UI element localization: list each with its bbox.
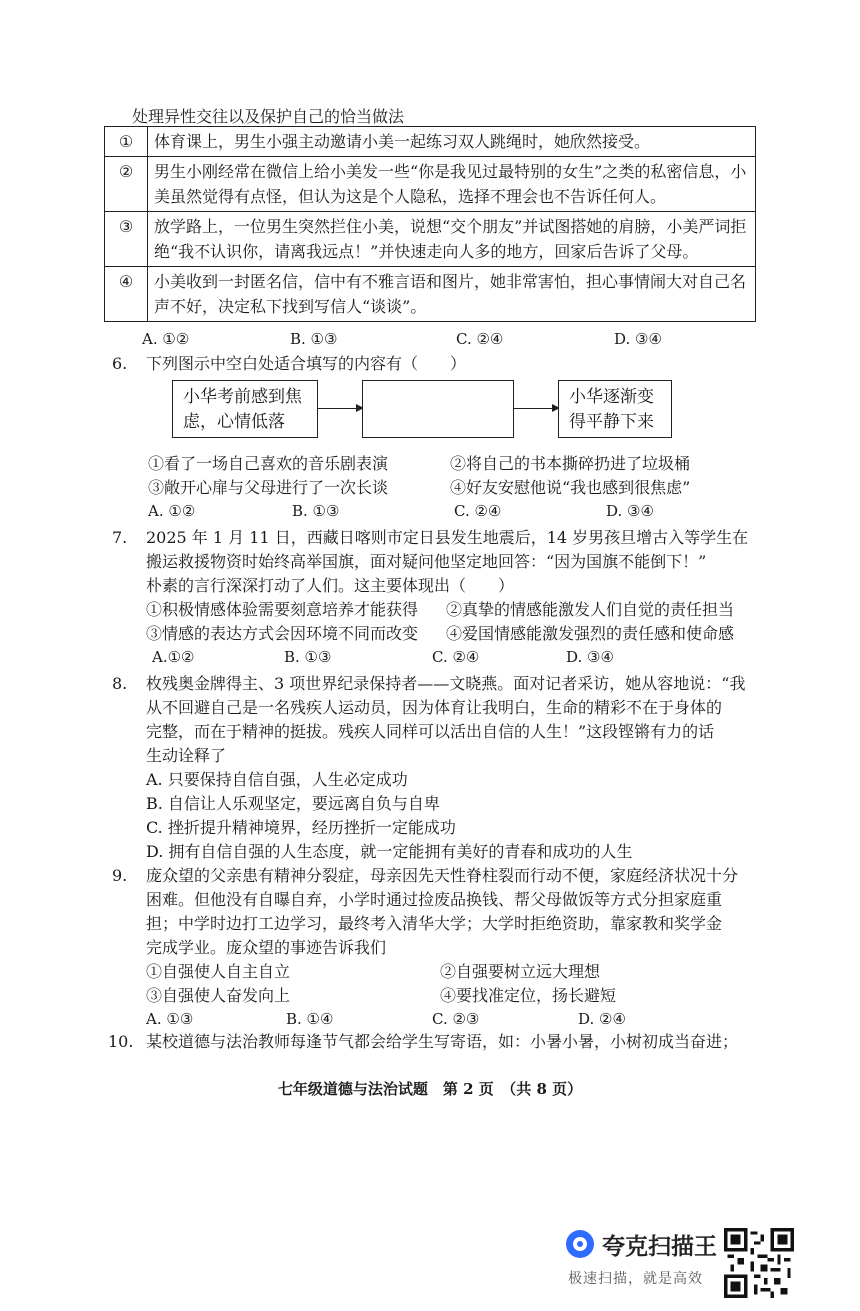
option-b[interactable]: B. ①③: [284, 648, 332, 666]
q5-table-title: 处理异性交往以及保护自己的恰当做法: [132, 107, 405, 126]
q7-item-4: ④爱国情感能激发强烈的责任感和使命感: [446, 624, 735, 643]
q9-options: [146, 1010, 706, 1030]
option-b[interactable]: B. ①③: [292, 502, 340, 520]
q7-options: [152, 648, 672, 668]
row-text: 男生小刚经常在微信上给小美发一些“你是我见过最特别的女生”之类的私密信息，小美虽然觉得有点怪，但认为这是个人隐私，选择不理会也不告诉任何人。: [148, 157, 756, 212]
option-b[interactable]: B. ①④: [286, 1010, 334, 1028]
q7-line-1: 2025 年 1 月 11 日，西藏日喀则市定日县发生地震后，14 岁男孩旦增古入等学生在: [146, 528, 749, 547]
q9-number: 9.: [112, 866, 128, 885]
table-row: [105, 157, 756, 212]
option-a[interactable]: A. 只要保持自信自强，人生必定成功: [146, 770, 408, 789]
q6-item-1: ①看了一场自己喜欢的音乐剧表演: [148, 454, 389, 473]
option-d[interactable]: D. ③④: [614, 330, 662, 348]
option-b[interactable]: B. 自信让人乐观坚定，要远离自负与自卑: [146, 794, 440, 813]
option-d[interactable]: D. ③④: [566, 648, 614, 666]
option-a[interactable]: A. ①②: [148, 502, 196, 520]
row-number: ①: [105, 127, 148, 157]
q7-item-3: ③情感的表达方式会因环境不同而改变: [146, 624, 419, 643]
flow-box-right: 小华逐渐变得平静下来: [558, 380, 672, 438]
option-c[interactable]: C. ②④: [432, 648, 480, 666]
q8-number: 8.: [112, 674, 128, 693]
q9-line-4: 完成学业。庞众望的事迹告诉我们: [146, 938, 387, 957]
q8-line-2: 从不回避自己是一名残疾人运动员，因为体育让我明白，生命的精彩不在于身体的: [146, 698, 723, 717]
q9-item-4: ④要找准定位，扬长避短: [440, 986, 617, 1005]
scanner-watermark: [566, 1228, 716, 1294]
flow-box-blank: [362, 380, 514, 438]
brand-slogan: 极速扫描，就是高效: [568, 1271, 703, 1287]
q7-line-3: 朴素的言行深深打动了人们。这主要体现出（ ）: [146, 576, 515, 595]
q7-item-1: ①积极情感体验需要刻意培养才能获得: [146, 600, 419, 619]
row-number: ④: [105, 267, 148, 322]
q10-line-1: 某校道德与法治教师每逢节气都会给学生写寄语，如：小暑小暑，小树初成当奋进；: [146, 1032, 739, 1051]
q6-item-4: ④好友安慰他说“我也感到很焦虑”: [450, 478, 691, 497]
option-c[interactable]: C. ②④: [454, 502, 502, 520]
q5-options: [142, 330, 702, 350]
q9-item-2: ②自强要树立远大理想: [440, 962, 601, 981]
q10-number: 10.: [108, 1032, 134, 1051]
q7-line-2: 搬运救援物资时始终高举国旗，面对疑问他坚定地回答：“因为国旗不能倒下！”: [146, 552, 707, 571]
row-text: 小美收到一封匿名信，信中有不雅言语和图片，她非常害怕，担心事情闹大对自己名声不好，决定私下找到写信人“谈谈”。: [148, 267, 756, 322]
arrow-icon: [318, 408, 362, 409]
arrow-icon: [514, 408, 558, 409]
q8-line-4: 生动诠释了: [146, 746, 227, 765]
option-b[interactable]: B. ①③: [290, 330, 338, 348]
brand-name: 夸克扫描王: [602, 1234, 717, 1260]
q9-line-3: 担；中学时边打工边学习，最终考入清华大学；大学时拒绝资助，靠家教和奖学金: [146, 914, 723, 933]
option-d[interactable]: D. ③④: [606, 502, 654, 520]
q8-line-3: 完整，而在于精神的挺拔。残疾人同样可以活出自信的人生！”这段铿锵有力的话: [146, 722, 715, 741]
flow-box-left: 小华考前感到焦虑，心情低落: [172, 380, 318, 438]
q9-item-3: ③自强使人奋发向上: [146, 986, 291, 1005]
q8-line-1: 枚残奥金牌得主、3 项世界纪录保持者——文晓燕。面对记者采访，她从容地说：“我: [146, 674, 746, 693]
table-row: [105, 127, 756, 157]
q9-item-1: ①自强使人自主自立: [146, 962, 291, 981]
q6-number: 6.: [112, 354, 128, 373]
option-c[interactable]: C. ②③: [432, 1010, 480, 1028]
option-d[interactable]: D. 拥有自信自强的人生态度，就一定能拥有美好的青春和成功的人生: [146, 842, 633, 861]
option-c[interactable]: C. 挫折提升精神境界，经历挫折一定能成功: [146, 818, 456, 837]
q9-line-1: 庞众望的父亲患有精神分裂症，母亲因先天性脊柱裂而行动不便，家庭经济状况十分: [146, 866, 739, 885]
table-row: [105, 212, 756, 267]
quark-logo-icon: [566, 1230, 594, 1258]
row-text: 放学路上，一位男生突然拦住小美，说想“交个朋友”并试图搭她的肩膀，小美严词拒绝“我不认识你，请离我远点！”并快速走向人多的地方，回家后告诉了父母。: [148, 212, 756, 267]
qr-code-icon: [724, 1228, 794, 1298]
option-d[interactable]: D. ②④: [578, 1010, 626, 1028]
table-row: [105, 267, 756, 322]
q6-item-3: ③敞开心扉与父母进行了一次长谈: [148, 478, 389, 497]
option-a[interactable]: A. ①③: [146, 1010, 194, 1028]
q6-options: [148, 502, 708, 522]
option-a[interactable]: A. ①②: [142, 330, 190, 348]
q5-scenario-table: [104, 126, 756, 322]
row-number: ③: [105, 212, 148, 267]
q7-number: 7.: [112, 528, 128, 547]
page-footer: 七年级道德与法治试题 第 2 页 （共 8 页）: [277, 1080, 583, 1098]
option-a[interactable]: A.①②: [152, 648, 195, 666]
q6-stem: 下列图示中空白处适合填写的内容有（ ）: [146, 354, 467, 373]
q7-item-2: ②真挚的情感能激发人们自觉的责任担当: [446, 600, 735, 619]
row-number: ②: [105, 157, 148, 212]
option-c[interactable]: C. ②④: [456, 330, 504, 348]
q6-item-2: ②将自己的书本撕碎扔进了垃圾桶: [450, 454, 691, 473]
row-text: 体育课上，男生小强主动邀请小美一起练习双人跳绳时，她欣然接受。: [148, 127, 756, 157]
q9-line-2: 困难。但他没有自曝自弃，小学时通过捡废品换钱、帮父母做饭等方式分担家庭重: [146, 890, 723, 909]
